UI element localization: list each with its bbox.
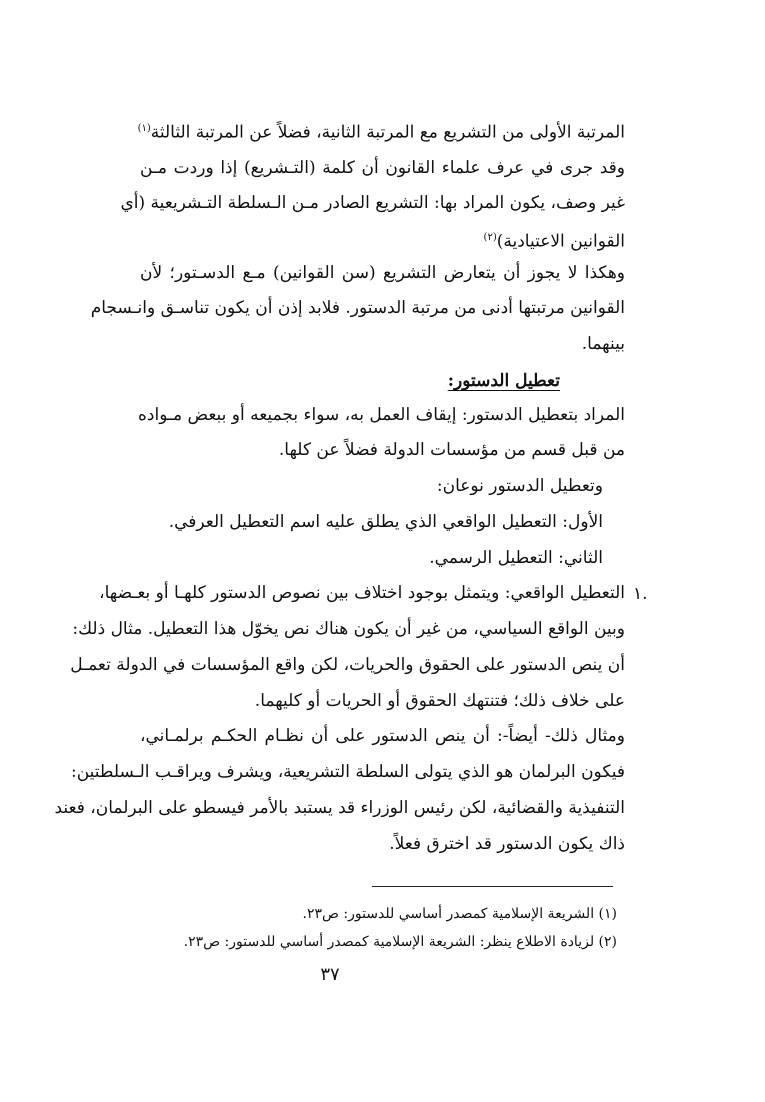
line-text: القوانين الاعتيادية)	[496, 231, 625, 252]
paragraph-line: فيكون البرلمان هو الذي يتولى السلطة التشريعية، ويشرف ويراقـب الـسلطتين:	[70, 762, 625, 782]
paragraph-line	[137, 118, 625, 144]
footnote: (٢) لزيادة الاطلاع ينظر: الشريعة الإسلامية كمصدر أساسي للدستور: ص٢٣.	[183, 934, 617, 950]
paragraph-line: التنفيذية والقضائية، لكن رئيس الوزراء قد يستبد بالأمر فيسطو على البرلمان، فعند	[54, 798, 625, 818]
paragraph-line: القوانين مرتبتها أدنى من مرتبة الدستور. فلابد إذن أن يكون تناسـق وانـسجام	[90, 298, 625, 318]
paragraph-line: غير وصف، يكون المراد بها: التشريع الصادر مـن الـسلطة التـشريعية (أي	[120, 193, 625, 213]
paragraph-line: بينهما.	[581, 334, 625, 354]
paragraph-line: أن ينص الدستور على الحقوق والحريات، لكن واقع المؤسسات في الدولة تعمـل	[70, 655, 625, 675]
paragraph-line: ذاك يكون الدستور قد اخترق فعلاً.	[389, 834, 625, 854]
paragraph-line: على خلاف ذلك؛ فتنتهك الحقوق أو الحريات أو كليهما.	[254, 691, 625, 711]
section-heading: تعطيل الدستور:	[447, 371, 560, 391]
paragraph-line: وهكذا لا يجوز أن يتعارض التشريع (سن القوانين) مـع الدسـتور؛ لأن	[140, 263, 625, 283]
footnote-separator	[372, 886, 613, 887]
paragraph-line: التعطيل الواقعي: ويتمثل بوجود اختلاف بين نصوص الدستور كلهـا أو بعـضها،	[99, 583, 625, 603]
paragraph-line: وقد جرى في عرف علماء القانون أن كلمة (التـشريع) إذا وردت مـن	[140, 158, 625, 178]
page-number: ٣٧	[320, 964, 340, 985]
line-text: المرتبة الأولى من التشريع مع المرتبة الثانية، فضلاً عن المرتبة الثالثة	[150, 122, 625, 143]
paragraph-line: وتعطيل الدستور نوعان:	[436, 476, 603, 496]
footnote: (١) الشريعة الإسلامية كمصدر أساسي للدستور: ص٢٣.	[302, 906, 617, 922]
paragraph-line	[140, 227, 625, 253]
paragraph-line: الأول: التعطيل الواقعي الذي يطلق عليه اسم التعطيل العرفي.	[168, 512, 603, 532]
paragraph-line: ومثال ذلك- أيضاً-: أن ينص الدستور على أن نظـام الحكـم برلمـاني،	[140, 726, 625, 746]
footnote-ref: (١)	[137, 123, 151, 134]
paragraph-line: الثاني: التعطيل الرسمي.	[429, 548, 603, 568]
paragraph-line: المراد بتعطيل الدستور: إيقاف العمل به، سواء بجميعه أو ببعض مـواده	[138, 405, 625, 425]
paragraph-line: وبين الواقع السياسي، من غير أن يكون هناك نص يخوّل هذا التعطيل. مثال ذلك:	[72, 619, 625, 639]
paragraph-line: من قبل قسم من مؤسسات الدولة فضلاً عن كلها.	[278, 440, 625, 460]
list-item-number: ١.	[633, 584, 648, 604]
footnote-ref: (٢)	[483, 232, 497, 243]
